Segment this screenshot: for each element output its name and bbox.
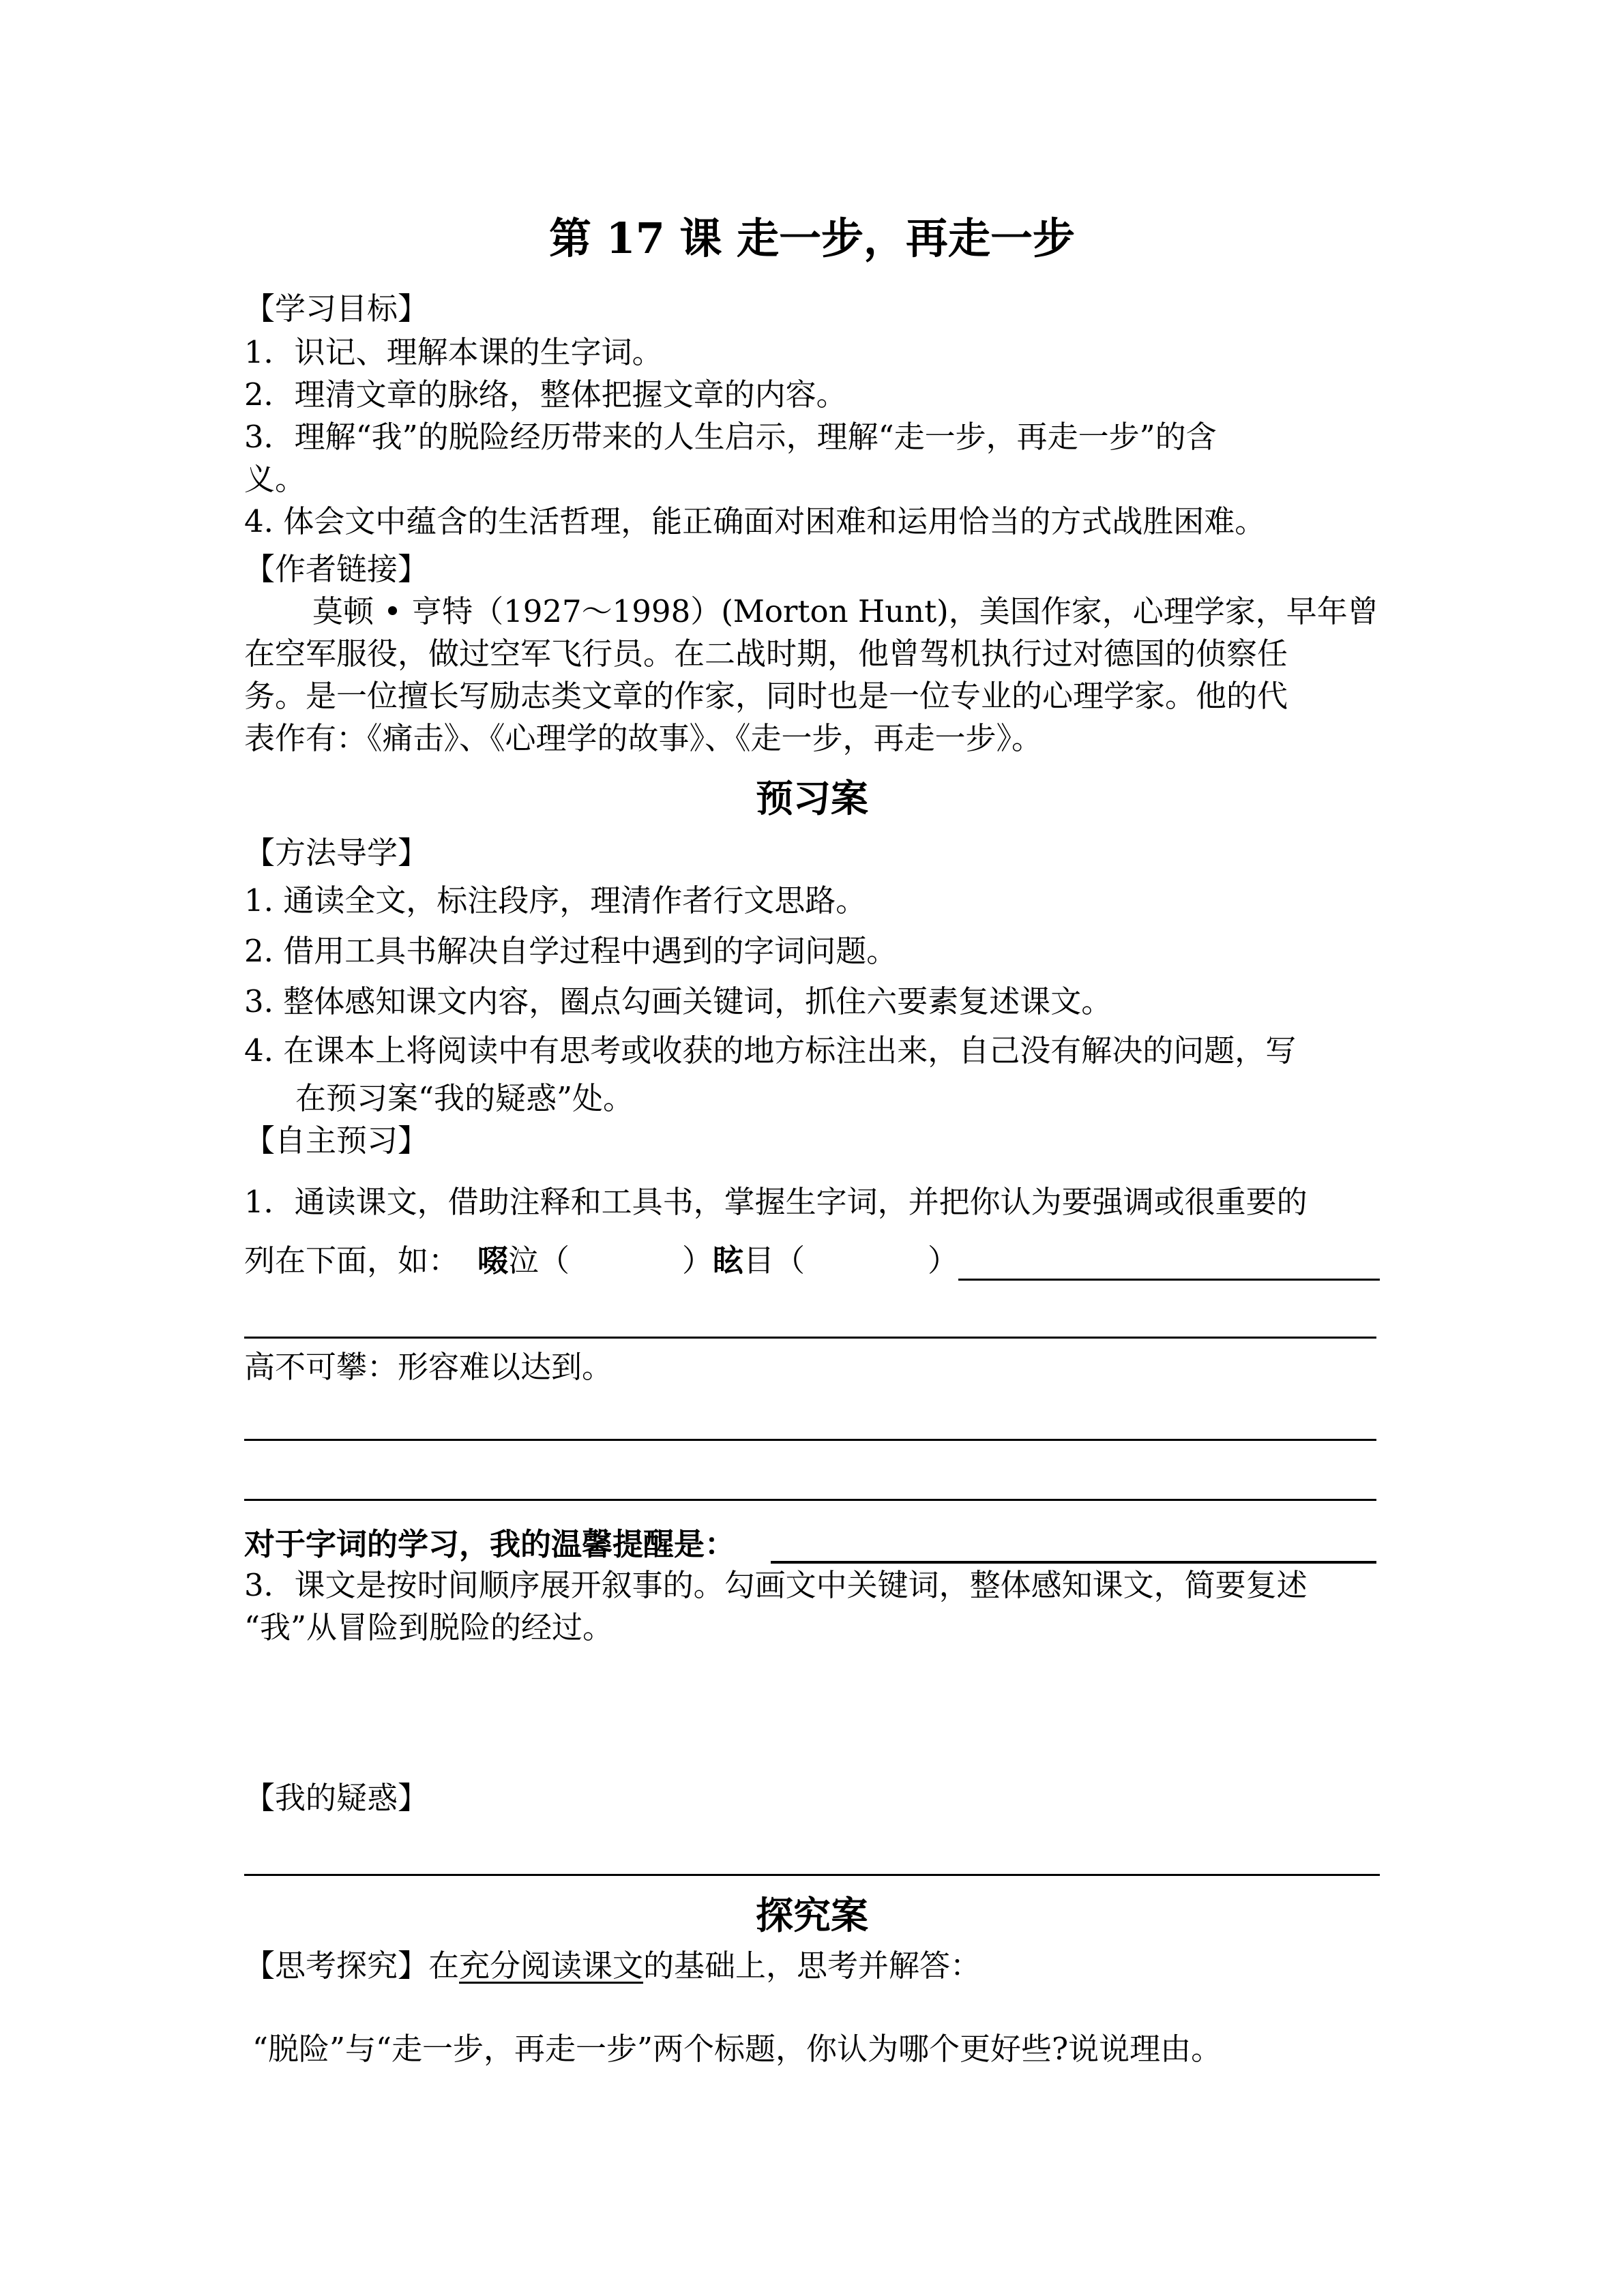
answer-blank-line[interactable] xyxy=(771,1561,1376,1564)
objective-item: 义。 xyxy=(244,461,306,497)
question-1-prefix: 列在下面，如： xyxy=(244,1242,460,1279)
answer-blank-line[interactable] xyxy=(244,1499,1376,1501)
page-title: 第 17 课 走一步，再走一步 xyxy=(548,213,1076,263)
doubts-heading: 【我的疑惑】 xyxy=(244,1780,429,1816)
method-item: 在预习案“我的疑惑”处。 xyxy=(295,1080,634,1116)
answer-blank-line[interactable] xyxy=(244,1337,1376,1339)
answer-blank-line[interactable] xyxy=(958,1279,1380,1281)
inquiry-question: “脱险”与“走一步，再走一步”两个标题，你认为哪个更好些?说说理由。 xyxy=(252,2031,1222,2067)
author-heading: 【作者链接】 xyxy=(244,551,429,587)
paren-close: ） xyxy=(928,1242,959,1279)
reminder-prompt: 对于字词的学习，我的温馨提醒是： xyxy=(244,1526,736,1562)
author-paragraph-line: 莫顿 • 亨特（1927～1998）(Morton Hunt)，美国作家，心理学家，早年曾 xyxy=(312,593,1378,629)
example-word-bold: 眩 xyxy=(713,1242,744,1279)
example-word-rest: 目（ xyxy=(743,1242,806,1279)
objective-item: 4. 体会文中蕴含的生活哲理，能正确面对困难和运用恰当的方式战胜困难。 xyxy=(244,503,1266,539)
preview-heading: 预习案 xyxy=(755,776,868,820)
author-paragraph-line: 在空军服役，做过空军飞行员。在二战时期，他曾驾机执行过对德国的侦察任 xyxy=(244,636,1288,672)
author-paragraph-line: 务。是一位擅长写励志类文章的作家，同时也是一位专业的心理学家。他的代 xyxy=(244,678,1288,714)
idiom-note: 高不可攀：形容难以达到。 xyxy=(244,1349,613,1385)
paren-close: ） xyxy=(682,1242,713,1279)
example-word-rest: 泣（ xyxy=(508,1242,570,1279)
inquiry-label: 【思考探究】在 xyxy=(244,1948,460,1984)
inquiry-underlined-text: 充分阅读课文 xyxy=(459,1948,644,1984)
method-heading: 【方法导学】 xyxy=(244,835,429,871)
answer-blank-line[interactable] xyxy=(244,1439,1376,1441)
answer-blank-line[interactable] xyxy=(244,1874,1380,1876)
example-word-bold: 啜 xyxy=(477,1242,509,1279)
objective-item: 1．识记、理解本课的生字词。 xyxy=(244,334,663,370)
question-3-line: 3．课文是按时间顺序展开叙事的。勾画文中关键词，整体感知课文，简要复述 xyxy=(244,1567,1308,1603)
method-item: 3. 整体感知课文内容，圈点勾画关键词，抓住六要素复述课文。 xyxy=(244,983,1112,1019)
author-paragraph-line: 表作有：《痛击》、《心理学的故事》、《走一步，再走一步》。 xyxy=(244,720,1043,756)
objective-item: 2．理清文章的脉络，整体把握文章的内容。 xyxy=(244,376,847,413)
inquiry-instruction xyxy=(244,1946,981,1986)
method-item: 4. 在课本上将阅读中有思考或收获的地方标注出来，自己没有解决的问题，写 xyxy=(244,1032,1297,1069)
method-item: 1. 通读全文，标注段序，理清作者行文思路。 xyxy=(244,882,867,919)
inquiry-heading: 探究案 xyxy=(755,1893,868,1937)
inquiry-instruction-rest: 的基础上，思考并解答： xyxy=(643,1948,981,1984)
self-study-heading: 【自主预习】 xyxy=(244,1122,429,1159)
question-3-line: “我”从冒险到脱险的经过。 xyxy=(244,1609,614,1645)
objective-item: 3．理解“我”的脱险经历带来的人生启示，理解“走一步，再走一步”的含 xyxy=(244,419,1217,455)
method-item: 2. 借用工具书解决自学过程中遇到的字词问题。 xyxy=(244,933,898,969)
objectives-heading: 【学习目标】 xyxy=(244,290,429,327)
question-1-line: 1．通读课文，借助注释和工具书，掌握生字词，并把你认为要强调或很重要的 xyxy=(244,1184,1308,1220)
